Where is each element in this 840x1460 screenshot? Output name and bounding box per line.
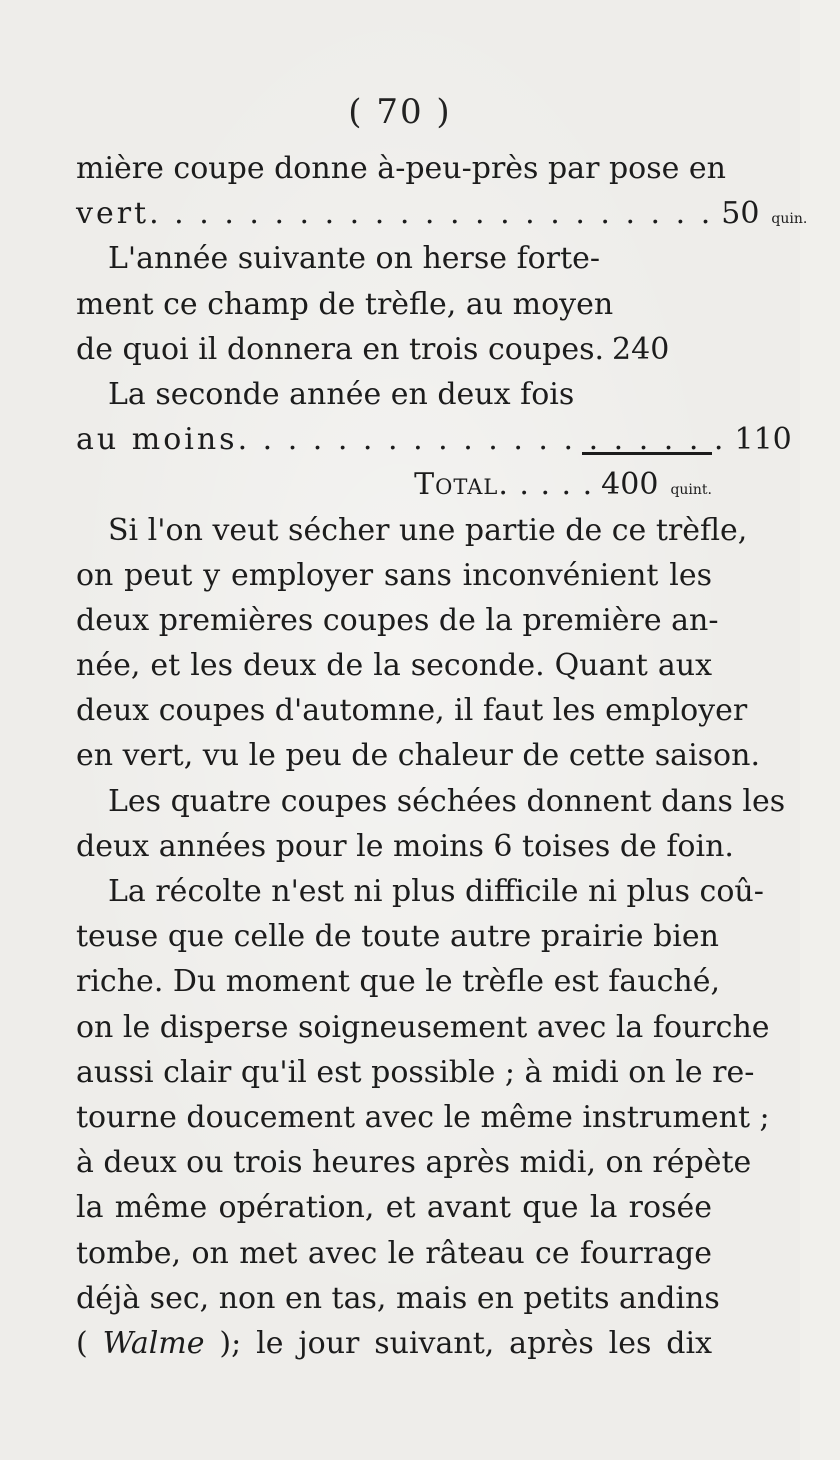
amount-line bbox=[76, 327, 712, 372]
text-line: à deux ou trois heures après midi, on répète bbox=[76, 1145, 752, 1181]
text-line: mière coupe donne à-peu-près par pose en bbox=[76, 151, 726, 186]
amount-unit: quin. bbox=[771, 211, 808, 228]
text-line: née, et les deux de la seconde. Quant aux bbox=[76, 648, 712, 684]
text-line: en vert, vu le peu de chaleur de cette saison. bbox=[76, 738, 760, 774]
amount-value: 50 bbox=[721, 196, 760, 232]
text-line: aussi clair qu'il est possible ; à midi on le re- bbox=[76, 1054, 755, 1090]
text-line: ment ce champ de trèfle, au moyen bbox=[76, 286, 614, 322]
text-line: on le disperse soigneusement avec la fourche bbox=[76, 1009, 770, 1045]
italic-term: Walme bbox=[102, 1325, 205, 1361]
page-number: ( 70 ) bbox=[348, 92, 452, 132]
text-line: la même opération, et avant que la rosée bbox=[76, 1190, 712, 1226]
text-line: tombe, on met avec le râteau ce fourrage bbox=[76, 1235, 712, 1271]
amount-line-label: vert. . . . . . . . . . . . . . . . . . . . . . . bbox=[76, 196, 714, 232]
last-line-rest: ); le jour suivant, après les dix bbox=[204, 1325, 712, 1361]
text-line: Si l'on veut sécher une partie de ce trèfle, bbox=[108, 512, 748, 548]
text-line: deux années pour le moins 6 toises de foin. bbox=[76, 828, 734, 864]
text-line: teuse que celle de toute autre prairie bien bbox=[76, 919, 719, 955]
total-rule bbox=[582, 452, 712, 455]
amount-line-label: de quoi il donnera en trois coupes. bbox=[76, 331, 605, 367]
amount-line bbox=[76, 417, 792, 462]
amount-value: 240 bbox=[612, 331, 670, 367]
total-line bbox=[76, 462, 712, 507]
body-text bbox=[76, 146, 808, 1366]
amount-line bbox=[76, 191, 808, 236]
last-line-open: ( bbox=[76, 1325, 103, 1361]
total-value: 400 bbox=[601, 467, 659, 503]
text-line: on peut y employer sans inconvénient les bbox=[76, 557, 712, 593]
total-unit: quint. bbox=[670, 482, 712, 499]
amount-value: 110 bbox=[734, 422, 792, 458]
text-line: deux coupes d'automne, il faut les employer bbox=[76, 693, 748, 729]
text-line: L'année suivante on herse forte- bbox=[108, 241, 601, 277]
text-line: déjà sec, non en tas, mais en petits andins bbox=[76, 1280, 720, 1316]
total-label: Total. . . . . bbox=[414, 467, 594, 503]
text-line: Les quatre coupes séchées donnent dans les bbox=[108, 783, 786, 819]
text-line: deux premières coupes de la première an- bbox=[76, 602, 719, 638]
last-text-line bbox=[76, 1321, 712, 1366]
text-line: La seconde année en deux fois bbox=[108, 376, 575, 412]
text-line: La récolte n'est ni plus difficile ni plus coû- bbox=[108, 874, 764, 909]
amount-line-label: au moins. . . . . . . . . . . . . . . . . . . . bbox=[76, 422, 727, 458]
text-line: riche. Du moment que le trèfle est fauché, bbox=[76, 964, 721, 1000]
text-line: tourne doucement avec le même instrument ; bbox=[76, 1099, 770, 1135]
